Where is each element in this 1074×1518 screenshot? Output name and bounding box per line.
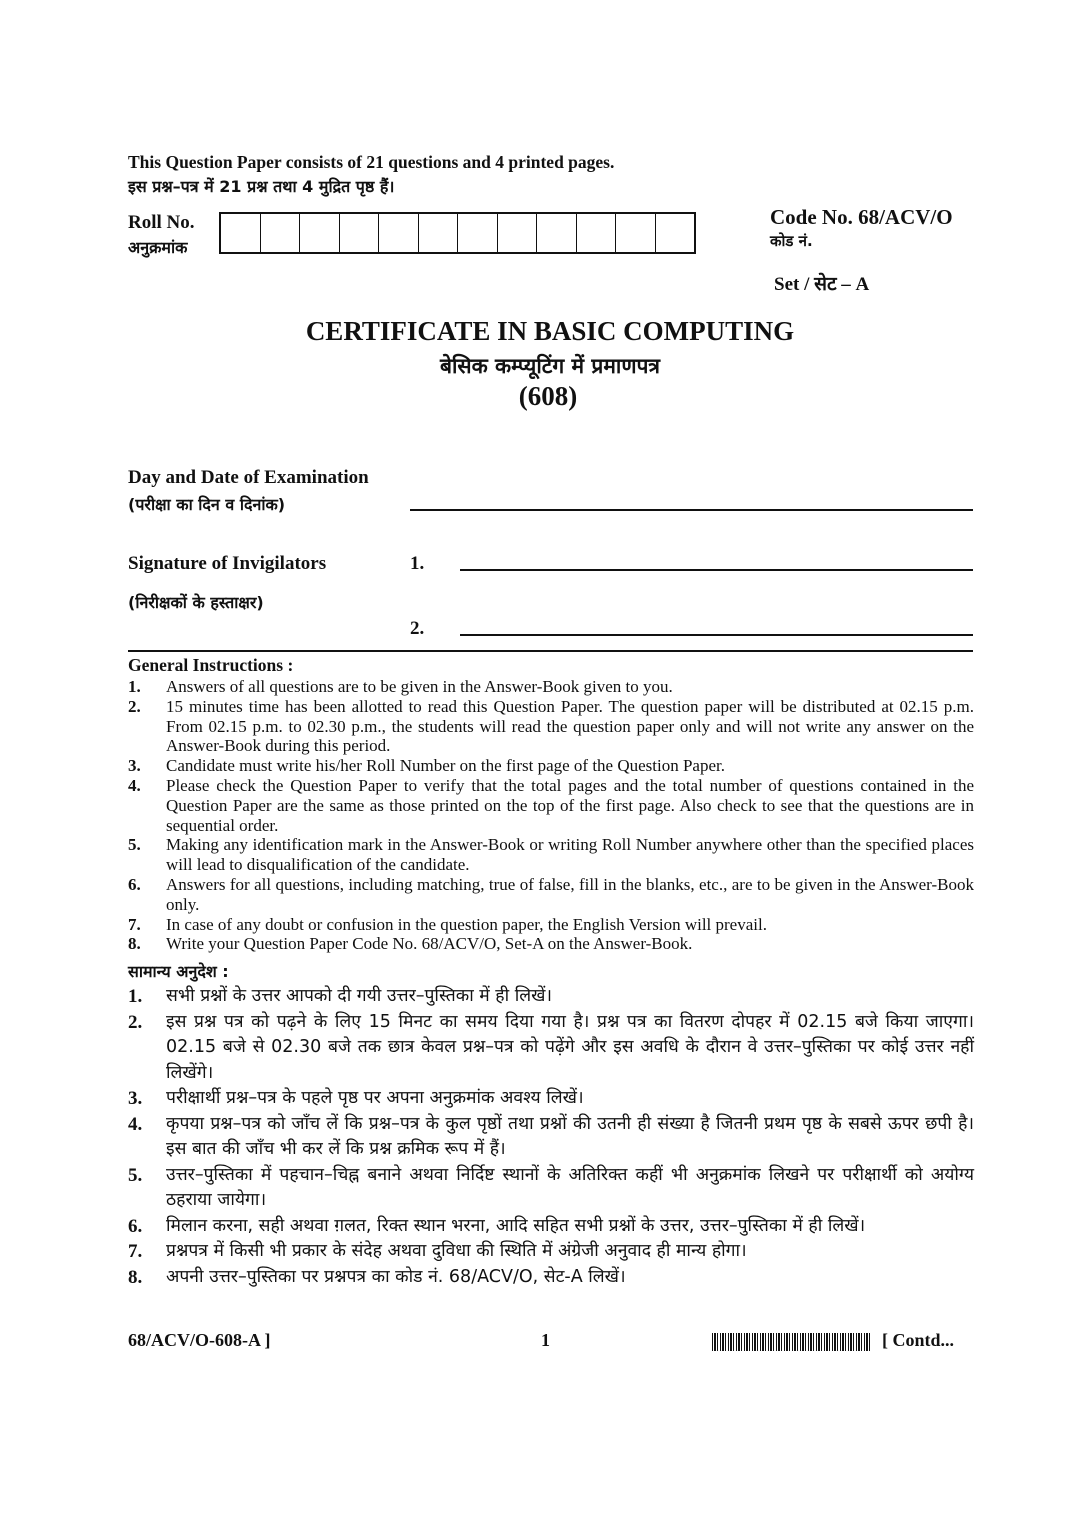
item-text: Candidate must write his/her Roll Number on the first page of the Question Paper.	[166, 756, 725, 776]
signature-label-en: Signature of Invigilators	[128, 553, 327, 574]
divider	[128, 650, 973, 652]
item-number: 1.	[128, 677, 141, 696]
list-item	[128, 1112, 974, 1163]
item-number: 7.	[128, 1241, 143, 1262]
list-item	[128, 756, 974, 776]
item-text: Please check the Question Paper to verify that the total pages and the total number of questions contained in the Question Paper are the same as those printed on the top of the first page. Also check to see that the questions are in sequential order.	[166, 775, 974, 835]
roll-cell[interactable]	[379, 214, 419, 252]
item-number: 3.	[128, 756, 141, 776]
item-text: 15 minutes time has been allotted to read this Question Paper. The question paper will be distributed at 02.15 p.m. From 02.15 p.m. to 02.30 p.m., the students will read the question paper only and will not write any answer on the Answer-Book during this period.	[166, 696, 974, 756]
subject-code: (608)	[518, 381, 578, 411]
item-text: Making any identification mark in the Answer-Book or writing Roll Number anywhere other than the specified places will lead to disqualification of the candidate.	[166, 835, 974, 875]
roll-cell[interactable]	[419, 214, 459, 252]
roll-label-en: Roll No.	[128, 212, 195, 233]
list-item	[128, 875, 974, 915]
roll-cell[interactable]	[300, 214, 340, 252]
roll-cell[interactable]	[498, 214, 538, 252]
barcode	[712, 1333, 872, 1351]
instructions-heading-hi: सामान्य अनुदेश :	[128, 962, 229, 981]
item-number: 5.	[128, 835, 141, 855]
roll-label-hi: अनुक्रमांक	[128, 238, 188, 257]
item-text: प्रश्नपत्र में किसी भी प्रकार के संदेह अथवा दुविधा की स्थिति में अंग्रेजी अनुवाद ही मान्य होगा।	[166, 1241, 747, 1261]
list-item	[128, 1239, 974, 1265]
list-item	[128, 1163, 974, 1214]
page-number: 1	[541, 1330, 550, 1350]
item-text: In case of any doubt or confusion in the question paper, the English Version will prevail.	[166, 914, 767, 934]
item-number: 2.	[128, 696, 141, 716]
item-number: 8.	[128, 1266, 143, 1288]
date-label-en: Day and Date of Examination	[128, 467, 369, 488]
item-number: 6.	[128, 1215, 143, 1237]
item-text: परीक्षार्थी प्रश्न–पत्र के पहले पृष्ठ पर अपना अनुक्रमांक अवश्य लिखें।	[166, 1088, 584, 1108]
date-blank-line[interactable]	[410, 509, 973, 511]
list-item	[128, 776, 974, 835]
code-label-hi: कोड नं.	[770, 232, 813, 250]
item-text: Answers of all questions are to be given in the Answer-Book given to you.	[166, 677, 673, 696]
item-text: Write your Question Paper Code No. 68/ACV/O, Set-A on the Answer-Book.	[166, 934, 693, 954]
list-item	[128, 1010, 974, 1087]
roll-cell[interactable]	[340, 214, 380, 252]
item-text: उत्तर–पुस्तिका में पहचान–चिह्न बनाने अथवा निर्दिष्ट स्थानों के अतिरिक्त कहीं भी अनुक्रमांक लिखने पर परीक्षार्थी को अयोग्य ठहराया जायेगा।	[166, 1164, 974, 1210]
item-number: 1.	[128, 986, 143, 1007]
roll-cell[interactable]	[261, 214, 301, 252]
code-number: Code No. 68/ACV/O	[770, 205, 953, 229]
item-text: इस प्रश्न पत्र को पढ़ने के लिए 15 मिनट का समय दिया गया है। प्रश्न पत्र का वितरण दोपहर में 02.15 बजे किया जाएगा। 02.15 बजे से 02.30 बजे तक छात्र केवल प्रश्न–पत्र को पढ़ेंगे और इस अवधि के दौरान वे उत्तर–पुस्तिका पर कोई उत्तर नहीं लिखेंगे।	[166, 1011, 974, 1083]
list-item	[128, 677, 974, 697]
item-number: 4.	[128, 1113, 143, 1135]
item-text: कृपया प्रश्न–पत्र को जाँच लें कि प्रश्न–पत्र के कुल पृष्ठों तथा प्रश्नों की उतनी ही संख्या है जितनी प्रथम पृष्ठ के सबसे ऊपर छपी है। इस बात की जाँच भी कर लें कि प्रश्न क्रमिक रूप में हैं।	[166, 1113, 974, 1159]
list-item	[128, 835, 974, 875]
roll-cell[interactable]	[221, 214, 261, 252]
set-label: Set / सेट – A	[774, 274, 870, 295]
item-text: सभी प्रश्नों के उत्तर आपको दी गयी उत्तर–पुस्तिका में ही लिखें।	[166, 986, 553, 1006]
signature-1-line[interactable]	[460, 569, 973, 571]
instructions-hi-list	[128, 984, 974, 1290]
list-item	[128, 934, 974, 954]
consists-hi: इस प्रश्न–पत्र में 21 प्रश्न तथा 4 मुद्रित पृष्ठ हैं।	[128, 177, 395, 196]
list-item	[128, 915, 974, 935]
item-number: 2.	[128, 1011, 143, 1033]
title-hi: बेसिक कम्प्यूटिंग में प्रमाणपत्र	[439, 354, 661, 378]
list-item	[128, 1265, 974, 1291]
item-number: 6.	[128, 874, 141, 894]
date-label-hi: (परीक्षा का दिन व दिनांक)	[128, 495, 286, 514]
roll-cell[interactable]	[656, 214, 695, 252]
signature-2-number: 2.	[410, 618, 425, 639]
instructions-en-list	[128, 677, 974, 954]
item-number: 7.	[128, 914, 141, 934]
item-number: 4.	[128, 775, 141, 795]
item-number: 5.	[128, 1164, 143, 1186]
signature-1-number: 1.	[410, 553, 425, 574]
signature-label-hi: (निरीक्षकों के हस्ताक्षर)	[128, 593, 264, 612]
title-en: CERTIFICATE IN BASIC COMPUTING	[305, 316, 795, 346]
consists-en: This Question Paper consists of 21 questions and 4 printed pages.	[128, 152, 615, 172]
roll-cell[interactable]	[577, 214, 617, 252]
instructions-heading-en: General Instructions :	[128, 655, 294, 675]
signature-2-line[interactable]	[460, 634, 973, 636]
roll-cell[interactable]	[458, 214, 498, 252]
list-item	[128, 1086, 974, 1112]
list-item	[128, 1214, 974, 1240]
footer-code: 68/ACV/O-608-A ]	[128, 1330, 271, 1350]
roll-cell[interactable]	[537, 214, 577, 252]
continued-label: [ Contd...	[882, 1330, 955, 1350]
list-item	[128, 697, 974, 756]
item-text: Answers for all questions, including matching, true of false, fill in the blanks, etc., are to be given in the Answer-Book only.	[166, 874, 974, 914]
item-text: मिलान करना, सही अथवा ग़लत, रिक्त स्थान भरना, आदि सहित सभी प्रश्नों के उत्तर, उत्तर–पुस्तिका में ही लिखें।	[166, 1215, 866, 1236]
roll-cell[interactable]	[616, 214, 656, 252]
item-number: 8.	[128, 934, 141, 954]
item-number: 3.	[128, 1088, 143, 1109]
list-item	[128, 984, 974, 1010]
item-text: अपनी उत्तर–पुस्तिका पर प्रश्नपत्र का कोड नं. 68/ACV/O, सेट-A लिखें।	[166, 1266, 626, 1287]
roll-number-boxes[interactable]	[219, 212, 696, 254]
